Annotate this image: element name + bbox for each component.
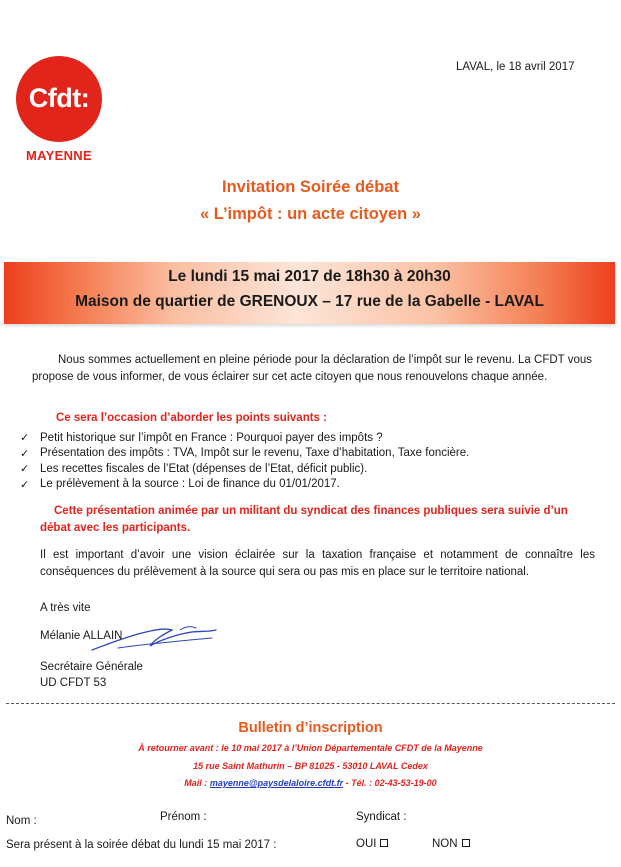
list-item: ✓ Petit historique sur l’impôt en France : Pourquoi payer des impôts ?	[20, 431, 383, 445]
non-label: NON	[432, 838, 458, 850]
checkmark-icon: ✓	[20, 447, 30, 460]
nom-field-label: Nom :	[6, 815, 37, 827]
checkmark-icon: ✓	[20, 463, 30, 476]
cfdt-logo	[12, 56, 112, 166]
closing-greeting: A très vite	[40, 602, 91, 614]
list-item: ✓ Présentation des impôts : TVA, Impôt sur le revenu, Taxe d’habitation, Taxe foncière.	[20, 447, 470, 460]
event-location: Maison de quartier de GRENOUX – 17 rue de la Gabelle - LAVAL	[75, 293, 544, 310]
prenom-field-label: Prénom :	[160, 811, 207, 823]
logo-text: Cfdt:	[28, 83, 90, 113]
list-item: ✓ Le prélèvement à la source : Loi de finance du 01/01/2017.	[20, 478, 340, 491]
syndicat-field-label: Syndicat :	[356, 811, 407, 823]
event-datetime: Le lundi 15 mai 2017 de 18h30 à 20h30	[168, 268, 451, 285]
non-option[interactable]	[432, 838, 470, 850]
oui-label: OUI	[356, 838, 377, 850]
important-paragraph: Il est important d’avoir une vision éclairée sur la taxation française et notamment de connaître les conséquences du prélèvement à la source qui sera ou pas mis en place sur le territoire national.	[40, 549, 595, 578]
list-item: ✓ Les recettes fiscales de l’Etat (dépenses de l’Etat, déficit public).	[20, 462, 368, 476]
email-link[interactable]: mayenne@paysdelaloire.cfdt.fr	[209, 778, 344, 788]
logo-subtitle: MAYENNE	[26, 148, 92, 163]
phone-number: - Tél. : 02-43-53-19-00	[343, 778, 437, 788]
contact-line	[0, 778, 621, 788]
invitation-subtitle: « L’impôt : un acte citoyen »	[200, 205, 421, 223]
signer-organization: UD CFDT 53	[40, 677, 107, 689]
checkmark-icon: ✓	[20, 432, 30, 445]
intro-paragraph: Nous sommes actuellement en pleine période pour la déclaration de l’impôt sur le revenu. La CFDT vous propose de vous informer, de vous éclairer sur cet acte citoyen que nous renouvelons chaque année.	[32, 354, 592, 383]
points-list	[20, 430, 469, 492]
oui-option[interactable]	[356, 838, 388, 850]
invitation-title: Invitation Soirée débat	[222, 178, 399, 196]
handwritten-signature	[88, 618, 220, 658]
signer-role: Secrétaire Générale	[40, 661, 143, 673]
bulletin-title: Bulletin d’inscription	[238, 720, 383, 736]
return-deadline: À retourner avant : le 10 mai 2017 à l’Union Départementale CFDT de la Mayenne	[138, 743, 483, 753]
postal-address: 15 rue Saint Mathurin – BP 81025 - 53010 LAVAL Cedex	[193, 761, 428, 771]
cut-line-divider	[6, 703, 615, 704]
event-banner	[4, 262, 615, 324]
oui-checkbox[interactable]	[380, 839, 388, 847]
points-heading: Ce sera l’occasion d’aborder les points suivants :	[56, 412, 327, 424]
mail-label: Mail :	[184, 778, 210, 788]
non-checkbox[interactable]	[462, 839, 470, 847]
signer-name: Mélanie ALLAIN	[40, 630, 123, 642]
letter-date: LAVAL, le 18 avril 2017	[456, 61, 575, 73]
attendance-question: Sera présent à la soirée débat du lundi 15 mai 2017 :	[6, 839, 277, 851]
checkmark-icon: ✓	[20, 478, 30, 491]
presentation-note: Cette présentation animée par un militant du syndicat des finances publiques sera suivie d’un débat avec les participants.	[40, 505, 568, 534]
